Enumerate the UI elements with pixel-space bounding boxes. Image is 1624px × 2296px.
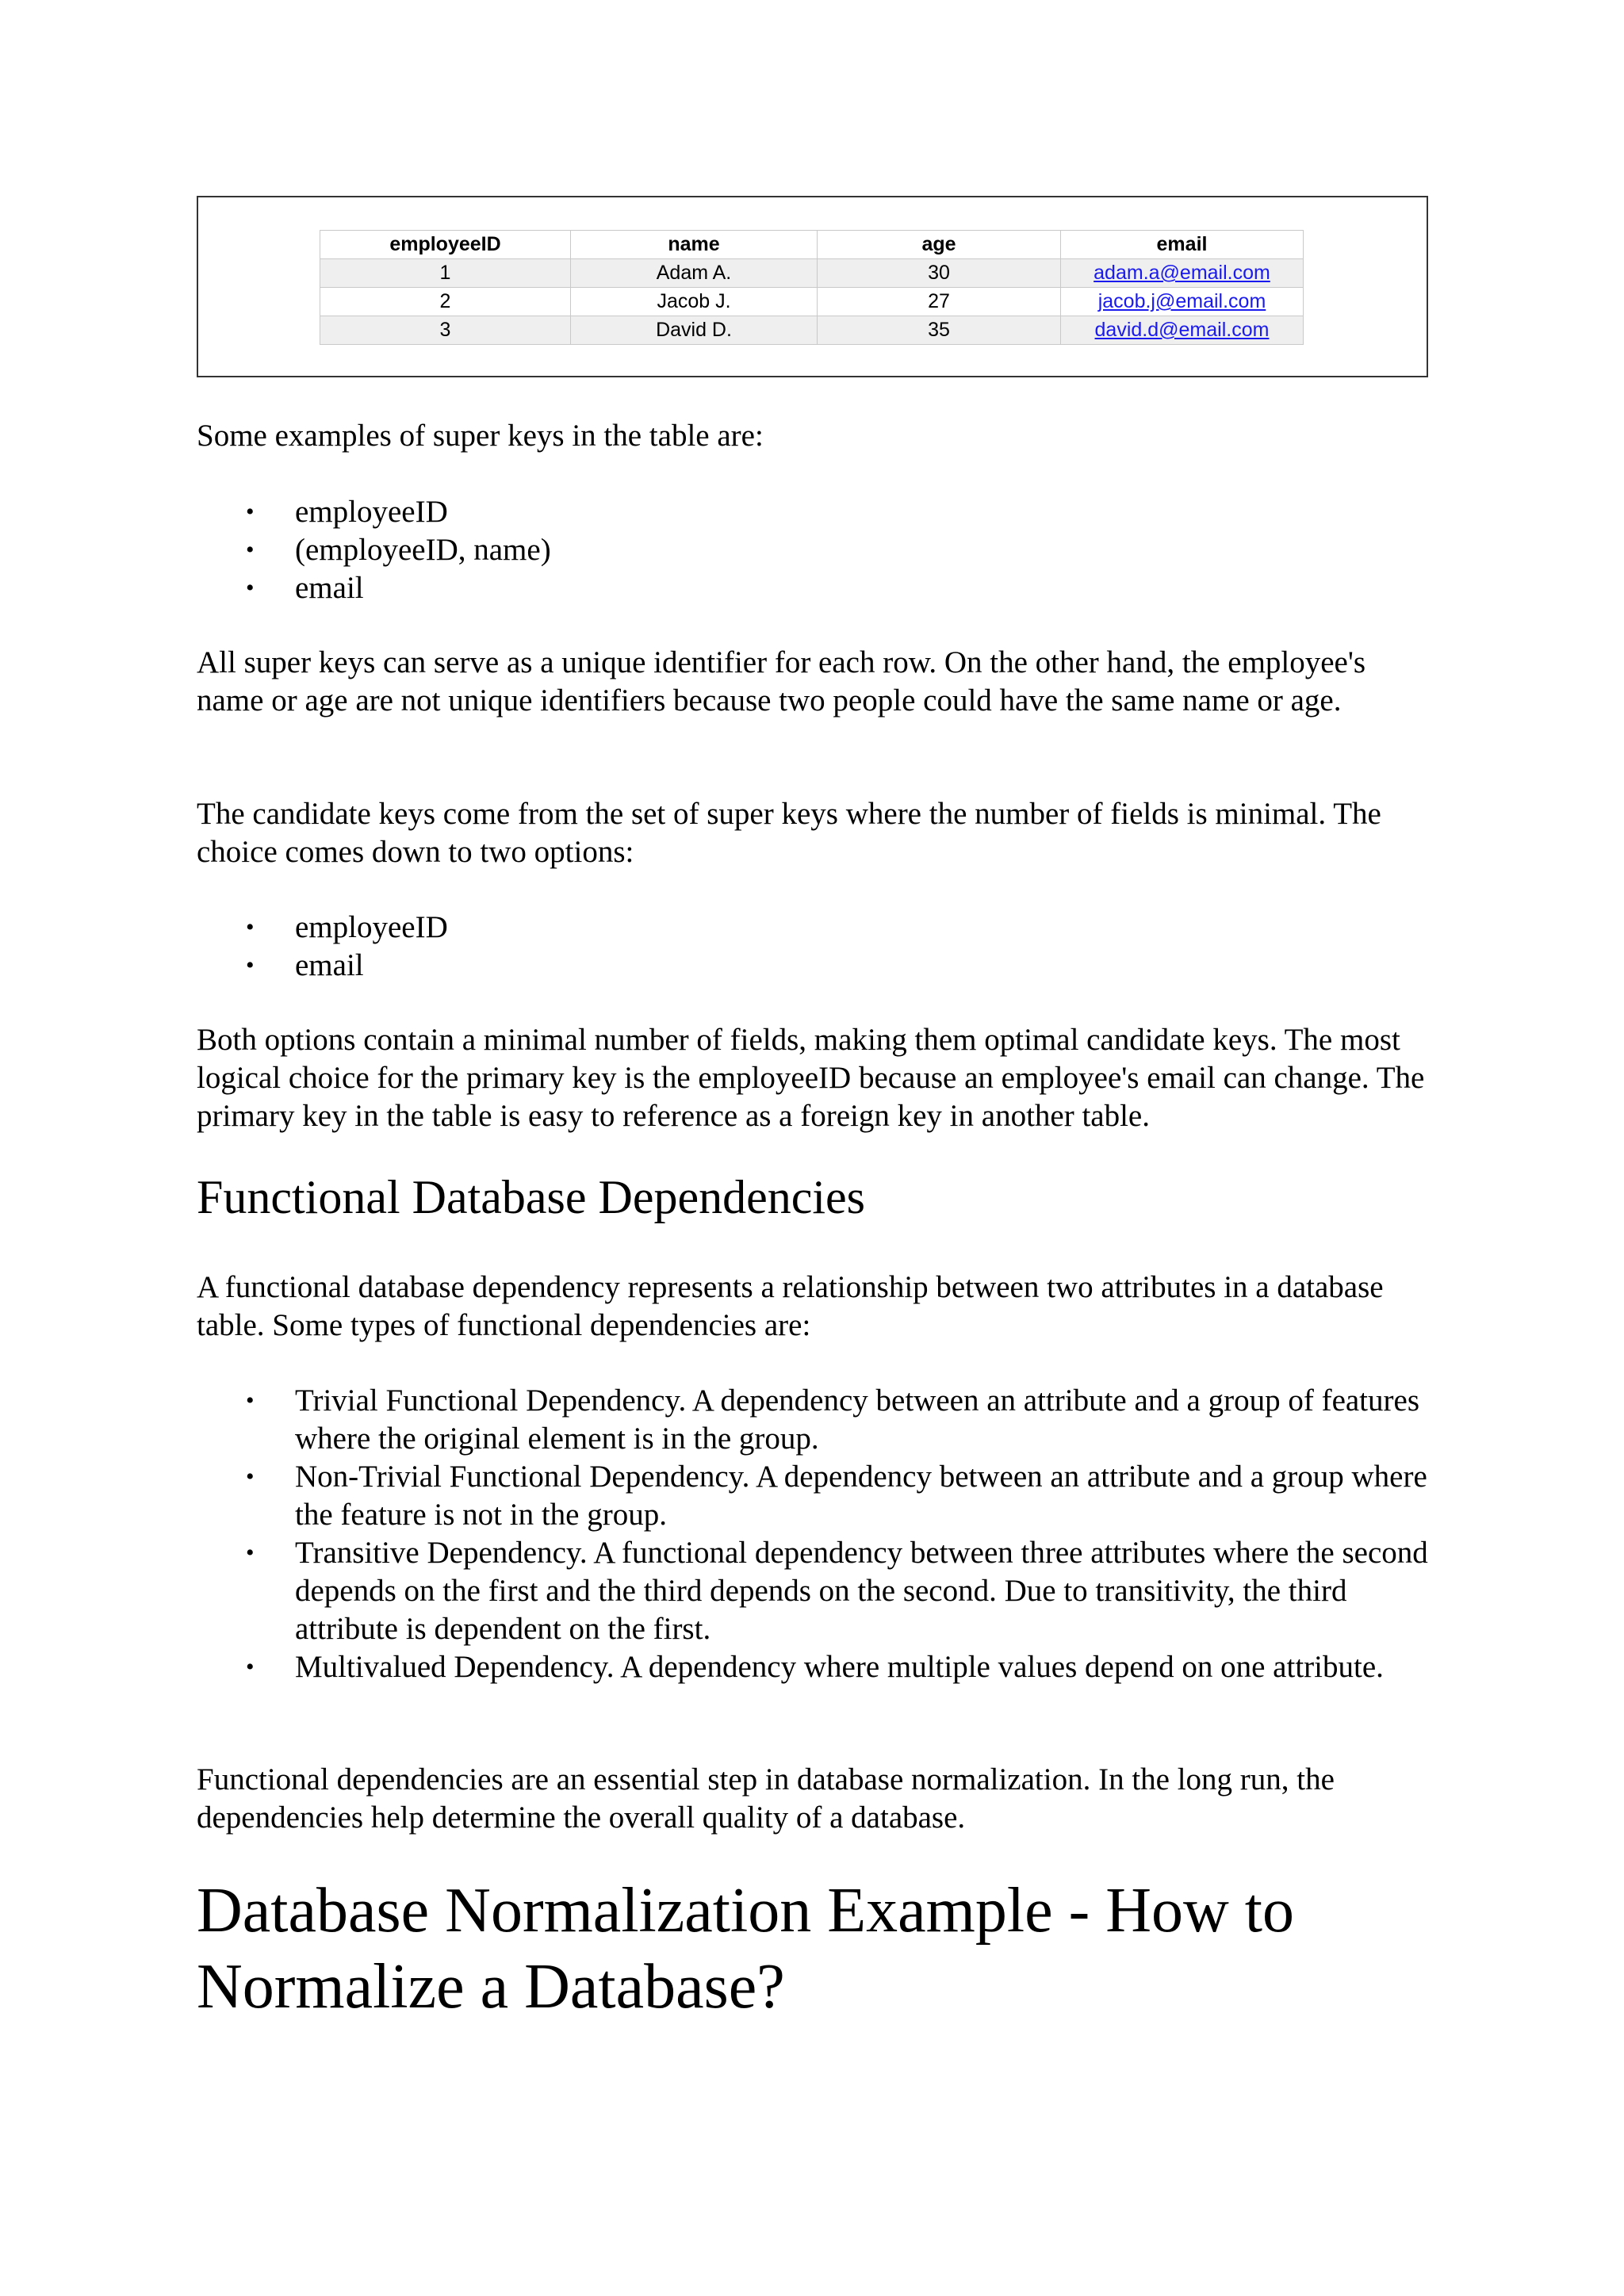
list-item: • Multivalued Dependency. A dependency where multiple values depend on one attribute. (197, 1648, 1434, 1686)
bullet-icon: • (246, 499, 255, 525)
candidate-keys-paragraph: The candidate keys come from the set of super keys where the number of fields is minimal. The choice comes down to two options: (197, 797, 1381, 869)
cell-name: Adam A. (571, 259, 818, 288)
cell-name: Jacob J. (571, 288, 818, 316)
bullet-icon: • (246, 1540, 255, 1566)
primary-key-paragraph: Both options contain a minimal number of fields, making them optimal candidate keys. The most logical choice for the primary key is the employeeID because an employee's email can change. The primary key in the table is easy to reference as a foreign key in another table. (197, 1023, 1425, 1133)
bullet-icon: • (246, 1654, 255, 1680)
table-row (320, 316, 1304, 345)
super-keys-list (197, 493, 1434, 607)
table-row (320, 288, 1304, 316)
super-keys-intro: Some examples of super keys in the table are: (197, 419, 764, 453)
cell-email-link[interactable]: adam.a@email.com (1061, 259, 1304, 288)
bullet-icon: • (246, 1464, 255, 1490)
section-heading-normalization-example: Database Normalization Example - How to Normalize a Database? (197, 1876, 1294, 2022)
table-row (320, 259, 1304, 288)
list-item: • employeeID (197, 493, 1434, 531)
employee-table-figure (197, 196, 1428, 377)
dependency-types-list (197, 1382, 1434, 1686)
cell-name: David D. (571, 316, 818, 345)
cell-email-link[interactable]: jacob.j@email.com (1061, 288, 1304, 316)
table-header-row (320, 231, 1304, 259)
bullet-icon: • (246, 1387, 255, 1414)
column-header-email: email (1061, 231, 1304, 259)
cell-email-link[interactable]: david.d@email.com (1061, 316, 1304, 345)
bullet-icon: • (246, 537, 255, 563)
bullet-icon: • (246, 952, 255, 978)
cell-employeeid: 1 (320, 259, 571, 288)
cell-employeeid: 2 (320, 288, 571, 316)
column-header-age: age (818, 231, 1061, 259)
employee-table (320, 230, 1304, 345)
candidate-keys-list (197, 909, 1434, 985)
list-item: • employeeID (197, 909, 1434, 947)
super-keys-paragraph: All super keys can serve as a unique identifier for each row. On the other hand, the employee's name or age are not unique identifiers because two people could have the same name or age. (197, 645, 1366, 718)
list-item: • Transitive Dependency. A functional dependency between three attributes where the second depends on the first and the third depends on the second. Due to transitivity, the third attribute is dependent on the first. (246, 1536, 1428, 1646)
bullet-icon: • (246, 914, 255, 940)
cell-employeeid: 3 (320, 316, 571, 345)
cell-age: 35 (818, 316, 1061, 345)
list-item: • email (197, 947, 1434, 985)
list-item: • Non-Trivial Functional Dependency. A dependency between an attribute and a group where the feature is not in the group. (246, 1460, 1427, 1532)
column-header-name: name (571, 231, 818, 259)
list-item: • Trivial Functional Dependency. A dependency between an attribute and a group of features where the original element is in the group. (246, 1383, 1419, 1456)
conclusion-paragraph: Functional dependencies are an essential step in database normalization. In the long run, the dependencies help determine the overall quality of a database. (197, 1762, 1335, 1835)
section-heading-functional-dependencies: Functional Database Dependencies (197, 1171, 866, 1223)
cell-age: 30 (818, 259, 1061, 288)
list-item: • email (197, 569, 1434, 607)
list-item: • (employeeID, name) (197, 531, 1434, 569)
cell-age: 27 (818, 288, 1061, 316)
functional-dependencies-intro: A functional database dependency represents a relationship between two attributes in a database table. Some types of functional dependencies are: (197, 1270, 1384, 1342)
bullet-icon: • (246, 575, 255, 601)
column-header-employeeid: employeeID (320, 231, 571, 259)
